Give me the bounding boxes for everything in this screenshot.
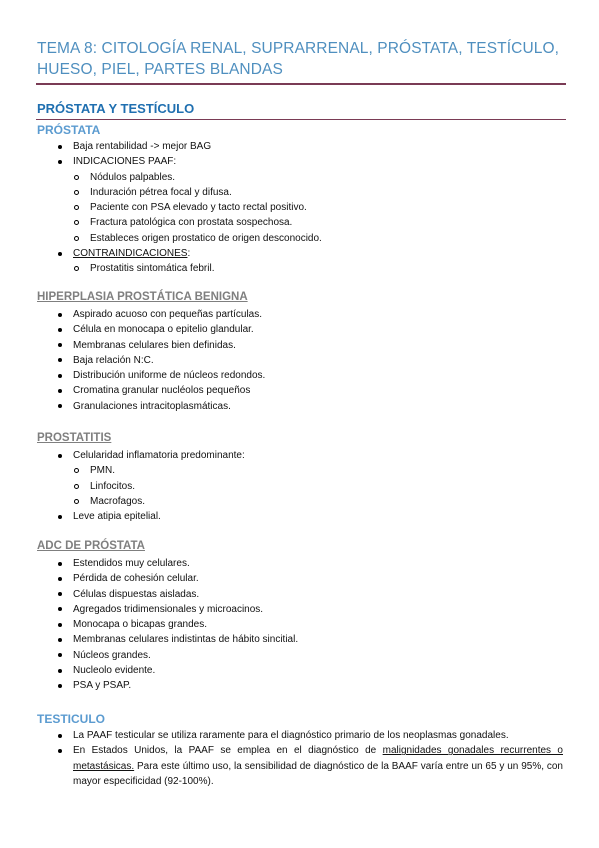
section-heading: PRÓSTATA Y TESTÍCULO [37,101,195,116]
list-item: Monocapa o bicapas grandes. [0,617,560,632]
sub-list-item: Induración pétrea focal y difusa. [73,185,560,200]
testiculo-heading: TESTICULO [37,712,105,726]
sub-list-item: PMN. [73,463,560,478]
list-item: Cromatina granular nucléolos pequeños [0,383,560,398]
paragraph-text: Para este último uso, la sensibilidad de diagnóstico de la BAAF varía entre un 65 y un 95%, con mayor especificidad (92-100%). [73,760,563,787]
sub-list-item: Prostatitis sintomática febril. [73,261,560,276]
indicaciones-list [73,170,560,246]
list-item: Membranas celulares bien definidas. [0,338,560,353]
hpb-list [0,307,560,414]
prostatitis-sublist [73,463,560,509]
sub-list-item: Macrofagos. [73,494,560,509]
list-item: Aspirado acuoso con pequeñas partículas. [0,307,560,322]
list-item [0,246,560,277]
list-item-text: Baja rentabilidad -> mejor BAG [73,141,212,152]
list-item: Célula en monocapa o epitelio glandular. [0,322,560,337]
list-item [0,743,563,789]
contraindicaciones-label: CONTRAINDICACIONES [73,248,188,260]
sub-list-item: Estableces origen prostatico de origen desconocido. [73,231,560,246]
sub-list-item: Linfocitos. [73,479,560,494]
adc-list [0,556,560,694]
prostata-heading: PRÓSTATA [37,123,101,137]
hpb-heading: HIPERPLASIA PROSTÁTICA BENIGNA [37,291,248,303]
list-item: La PAAF testicular se utiliza raramente para el diagnóstico primario de los neoplasmas gonadales. [0,728,563,743]
list-item: Agregados tridimensionales y microacinos. [0,602,560,617]
prostata-list [0,139,560,277]
sub-list-item: Nódulos palpables. [73,170,560,185]
prostatitis-heading: PROSTATITIS [37,432,112,444]
section-divider [36,119,566,120]
list-item: Núcleos grandes. [0,648,560,663]
paragraph-text: En Estados Unidos, la PAAF se emplea en el diagnóstico de [73,745,383,757]
testiculo-list [0,728,563,789]
underlined-text: malignidades gonadales recurrentes o metastásicas. [73,745,563,772]
contraindicaciones-list [73,261,560,276]
list-item: Leve atipia epitelial. [0,509,560,524]
list-item: Membranas celulares indistintas de hábito sincitial. [0,632,560,647]
list-item-text: Celularidad inflamatoria predominante: [73,450,245,461]
sub-list-item: Fractura patológica con prostata sospechosa. [73,215,560,230]
list-item [0,448,560,509]
list-item: Distribución uniforme de núcleos redondos. [0,368,560,383]
list-item: PSA y PSAP. [0,678,560,693]
adc-heading: ADC DE PRÓSTATA [37,540,145,552]
list-item: Estendidos muy celulares. [0,556,560,571]
list-item: Células dispuestas aisladas. [0,587,560,602]
document-title: TEMA 8: CITOLOGÍA RENAL, SUPRARRENAL, PRÓSTATA, TESTÍCULO, HUESO, PIEL, PARTES BLANDAS [37,40,560,78]
title-divider [36,83,566,85]
sub-list-item: Paciente con PSA elevado y tacto rectal positivo. [73,200,560,215]
colon: : [187,248,191,260]
list-item: Nucleolo evidente. [0,663,560,678]
list-item [0,154,560,246]
list-item: Granulaciones intracitoplasmáticas. [0,399,560,414]
list-item [0,139,560,154]
list-item: Pérdida de cohesión celular. [0,571,560,586]
list-item-text: INDICACIONES PAAF: [73,156,177,168]
prostatitis-list [0,448,560,524]
list-item: Baja relación N:C. [0,353,560,368]
